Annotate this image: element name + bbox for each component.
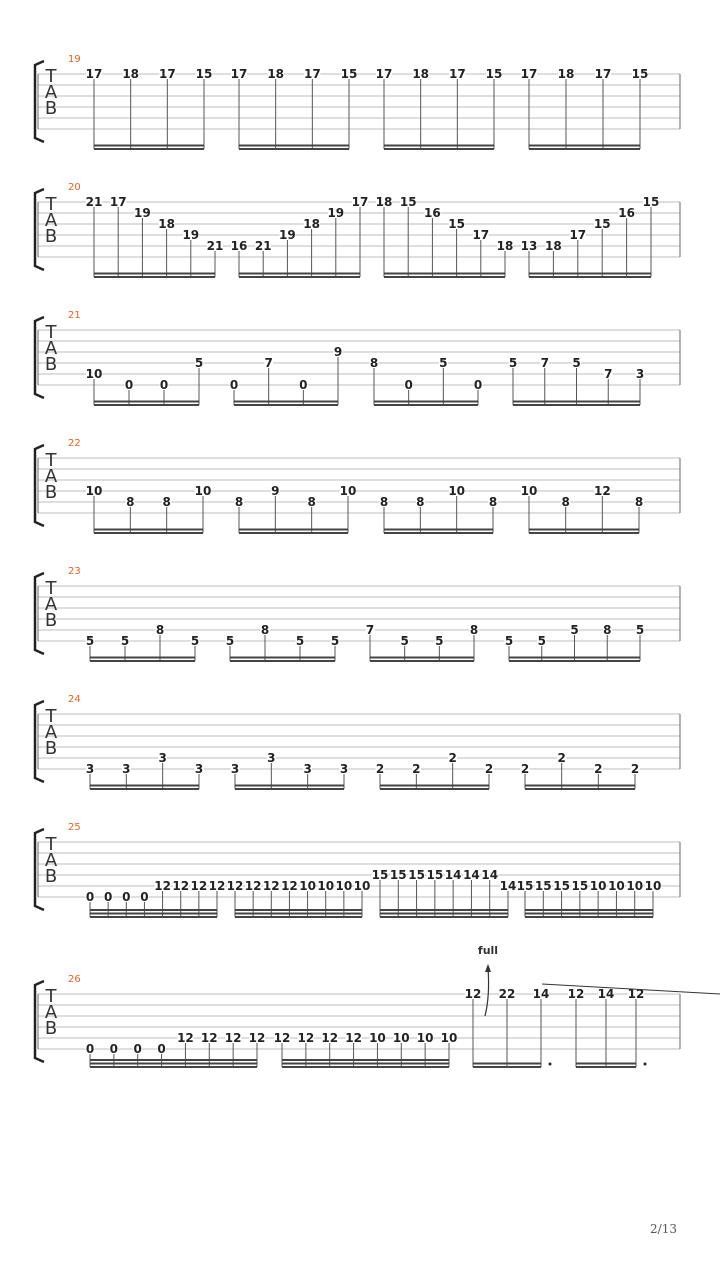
fret-number: 18 xyxy=(122,67,140,81)
fret-number: 2 xyxy=(484,762,494,776)
fret-number: 10 xyxy=(85,367,103,381)
fret-number: 5 xyxy=(439,356,448,370)
fret-number: 17 xyxy=(520,67,538,81)
fret-number: 14 xyxy=(481,868,499,882)
fret-number: 19 xyxy=(134,206,151,220)
fret-number: 5 xyxy=(85,634,95,648)
fret-number: 12 xyxy=(244,879,262,893)
fret-number: 10 xyxy=(194,484,212,498)
fret-number: 18 xyxy=(412,67,430,81)
fret-number: 12 xyxy=(177,1031,194,1045)
fret-number: 15 xyxy=(448,217,465,231)
bend-curve xyxy=(485,968,489,1016)
fret-number: 12 xyxy=(281,879,298,893)
fret-number: 10 xyxy=(608,879,625,893)
tab-system xyxy=(35,54,680,149)
measure-number: 25 xyxy=(68,822,81,833)
fret-number: 17 xyxy=(85,67,103,81)
fret-number: 10 xyxy=(369,1031,386,1045)
tab-clef-letter: T xyxy=(45,322,57,343)
tab-clef-letter: T xyxy=(45,834,57,855)
fret-number: 12 xyxy=(248,1031,266,1045)
fret-number: 12 xyxy=(345,1031,362,1045)
fret-number: 15 xyxy=(340,67,358,81)
fret-number: 15 xyxy=(485,67,503,81)
fret-number: 0 xyxy=(85,890,95,904)
fret-number: 0 xyxy=(299,378,308,392)
dot xyxy=(644,1063,647,1066)
tab-system xyxy=(35,182,680,277)
system-bracket xyxy=(35,317,44,398)
tab-clef-letter: A xyxy=(44,850,58,871)
fret-number: 3 xyxy=(194,762,204,776)
fret-number: 12 xyxy=(273,1031,291,1045)
fret-number: 8 xyxy=(155,623,165,637)
fret-number: 8 xyxy=(488,495,498,509)
fret-number: 0 xyxy=(124,378,134,392)
fret-number: 8 xyxy=(379,495,389,509)
fret-number: 0 xyxy=(133,1042,142,1056)
fret-number: 12 xyxy=(321,1031,339,1045)
system-bracket xyxy=(35,829,44,910)
fret-number: 10 xyxy=(520,484,538,498)
fret-number: 10 xyxy=(440,1031,458,1045)
fret-number: 18 xyxy=(158,217,175,231)
fret-number: 18 xyxy=(496,239,514,253)
fret-number: 12 xyxy=(627,987,645,1001)
tab-clef-letter: B xyxy=(44,354,58,375)
fret-number: 8 xyxy=(634,495,644,509)
fret-number: 10 xyxy=(85,484,103,498)
fret-number: 13 xyxy=(520,239,538,253)
fret-number: 3 xyxy=(267,751,276,765)
fret-number: 10 xyxy=(448,484,466,498)
fret-number: 12 xyxy=(262,879,280,893)
fret-number: 5 xyxy=(225,634,235,648)
fret-number: 12 xyxy=(226,879,244,893)
fret-number: 15 xyxy=(593,217,611,231)
fret-number: 14 xyxy=(444,868,462,882)
fret-number: 0 xyxy=(159,378,169,392)
fret-number: 5 xyxy=(190,634,200,648)
system-bracket xyxy=(35,573,44,654)
fret-number: 17 xyxy=(472,228,490,242)
fret-number: 5 xyxy=(295,634,305,648)
fret-number: 10 xyxy=(335,879,353,893)
fret-number: 2 xyxy=(520,762,530,776)
fret-number: 21 xyxy=(254,239,272,253)
page-number: 2/13 xyxy=(650,1222,677,1236)
dot xyxy=(549,1063,552,1066)
fret-number: 15 xyxy=(631,67,649,81)
fret-number: 0 xyxy=(404,378,413,392)
fret-number: 0 xyxy=(140,890,149,904)
fret-number: 12 xyxy=(172,879,190,893)
fret-number: 2 xyxy=(630,762,640,776)
fret-number: 8 xyxy=(603,623,612,637)
fret-number: 3 xyxy=(339,762,349,776)
fret-number: 15 xyxy=(389,868,407,882)
fret-number: 17 xyxy=(448,67,466,81)
fret-number: 19 xyxy=(182,228,200,242)
fret-number: 12 xyxy=(224,1031,242,1045)
fret-number: 18 xyxy=(557,67,575,81)
fret-number: 18 xyxy=(375,195,393,209)
fret-number: 8 xyxy=(416,495,425,509)
tab-clef-letter: A xyxy=(44,1002,58,1023)
fret-number: 15 xyxy=(371,868,389,882)
fret-number: 19 xyxy=(279,228,296,242)
fret-number: 18 xyxy=(267,67,285,81)
fret-number: 10 xyxy=(644,879,662,893)
fret-number: 12 xyxy=(464,987,482,1001)
fret-number: 14 xyxy=(597,987,615,1001)
fret-number: 16 xyxy=(424,206,441,220)
fret-number: 2 xyxy=(594,762,603,776)
fret-number: 17 xyxy=(375,67,393,81)
tab-clef-letter: B xyxy=(44,482,58,503)
fret-number: 14 xyxy=(532,987,550,1001)
fret-number: 5 xyxy=(435,634,444,648)
fret-number: 8 xyxy=(126,495,135,509)
fret-number: 7 xyxy=(264,356,273,370)
tab-system xyxy=(35,694,680,789)
fret-number: 10 xyxy=(299,879,316,893)
fret-number: 12 xyxy=(297,1031,315,1045)
tab-clef-letter: T xyxy=(45,578,57,599)
fret-number: 5 xyxy=(572,356,581,370)
tab-clef-letter: T xyxy=(45,66,57,87)
fret-number: 3 xyxy=(85,762,95,776)
measure-number: 23 xyxy=(68,566,81,577)
fret-number: 9 xyxy=(271,484,280,498)
fret-number: 17 xyxy=(351,195,369,209)
bend-label: full xyxy=(477,944,499,957)
fret-number: 10 xyxy=(392,1031,410,1045)
fret-number: 10 xyxy=(589,879,607,893)
tab-clef-letter: T xyxy=(45,986,57,1007)
fret-number: 9 xyxy=(333,345,343,359)
fret-number: 17 xyxy=(569,228,587,242)
fret-number: 17 xyxy=(594,67,612,81)
fret-number: 2 xyxy=(375,762,385,776)
fret-number: 5 xyxy=(508,356,518,370)
fret-number: 8 xyxy=(260,623,270,637)
fret-number: 17 xyxy=(230,67,248,81)
fret-number: 15 xyxy=(408,868,425,882)
fret-number: 16 xyxy=(230,239,248,253)
fret-number: 19 xyxy=(327,206,345,220)
tab-system xyxy=(35,944,720,1067)
system-bracket xyxy=(35,445,44,526)
fret-number: 0 xyxy=(109,1042,119,1056)
fret-number: 5 xyxy=(504,634,514,648)
fret-number: 17 xyxy=(109,195,127,209)
fret-number: 8 xyxy=(469,623,479,637)
measure-number: 19 xyxy=(68,54,81,65)
fret-number: 8 xyxy=(561,495,570,509)
fret-number: 3 xyxy=(230,762,240,776)
measure-number: 20 xyxy=(68,182,81,193)
fret-number: 5 xyxy=(120,634,130,648)
tab-clef-letter: B xyxy=(44,738,58,759)
fret-number: 12 xyxy=(190,879,208,893)
fret-number: 15 xyxy=(426,868,444,882)
fret-number: 2 xyxy=(557,751,566,765)
tab-clef-letter: T xyxy=(45,706,57,727)
fret-number: 10 xyxy=(416,1031,434,1045)
fret-number: 7 xyxy=(604,367,613,381)
measure-number: 26 xyxy=(68,974,81,985)
fret-number: 0 xyxy=(473,378,483,392)
fret-number: 15 xyxy=(571,879,589,893)
fret-number: 17 xyxy=(303,67,321,81)
fret-number: 8 xyxy=(162,495,171,509)
fret-number: 15 xyxy=(195,67,213,81)
tab-clef-letter: A xyxy=(44,722,58,743)
fret-number: 15 xyxy=(642,195,660,209)
fret-number: 3 xyxy=(303,762,312,776)
fret-number: 15 xyxy=(534,879,552,893)
measure-number: 21 xyxy=(68,310,81,321)
fret-number: 21 xyxy=(206,239,224,253)
fret-number: 12 xyxy=(200,1031,218,1045)
tab-clef-letter: A xyxy=(44,466,58,487)
fret-number: 12 xyxy=(154,879,171,893)
fret-number: 5 xyxy=(194,356,204,370)
fret-number: 14 xyxy=(463,868,480,882)
fret-number: 17 xyxy=(158,67,176,81)
tab-system xyxy=(35,438,680,533)
measure-number: 22 xyxy=(68,438,81,449)
fret-number: 14 xyxy=(499,879,517,893)
tab-clef-letter: T xyxy=(45,194,57,215)
tab-system xyxy=(35,566,680,661)
fret-number: 12 xyxy=(208,879,226,893)
fret-number: 15 xyxy=(399,195,417,209)
fret-number: 18 xyxy=(303,217,320,231)
tab-clef-letter: B xyxy=(44,1018,58,1039)
fret-number: 5 xyxy=(570,623,579,637)
fret-number: 21 xyxy=(85,195,103,209)
fret-number: 2 xyxy=(448,751,457,765)
fret-number: 5 xyxy=(400,634,409,648)
fret-number: 12 xyxy=(593,484,611,498)
system-bracket xyxy=(35,701,44,782)
tab-system xyxy=(35,310,680,405)
tab-clef-letter: A xyxy=(44,82,58,103)
fret-number: 8 xyxy=(369,356,379,370)
fret-number: 10 xyxy=(339,484,357,498)
tab-clef-letter: T xyxy=(45,450,57,471)
system-bracket xyxy=(35,981,44,1062)
bend-arrow-head xyxy=(485,964,491,972)
system-bracket xyxy=(35,189,44,270)
fret-number: 5 xyxy=(635,623,645,637)
fret-number: 5 xyxy=(537,634,546,648)
tab-clef-letter: B xyxy=(44,610,58,631)
fret-number: 3 xyxy=(635,367,645,381)
fret-number: 10 xyxy=(353,879,371,893)
fret-number: 3 xyxy=(122,762,131,776)
tab-clef-letter: B xyxy=(44,866,58,887)
tab-system xyxy=(35,822,680,917)
tab-clef-letter: A xyxy=(44,338,58,359)
system-bracket xyxy=(35,61,44,142)
fret-number: 8 xyxy=(307,495,316,509)
fret-number: 15 xyxy=(553,879,570,893)
fret-number: 10 xyxy=(317,879,335,893)
fret-number: 7 xyxy=(365,623,375,637)
fret-number: 0 xyxy=(122,890,131,904)
fret-number: 15 xyxy=(516,879,534,893)
fret-number: 18 xyxy=(545,239,562,253)
fret-number: 10 xyxy=(626,879,644,893)
fret-number: 16 xyxy=(618,206,635,220)
fret-number: 0 xyxy=(103,890,113,904)
tab-clef-letter: A xyxy=(44,594,58,615)
tab-clef-letter: B xyxy=(44,226,58,247)
fret-number: 12 xyxy=(567,987,585,1001)
fret-number: 5 xyxy=(330,634,340,648)
fret-number: 0 xyxy=(229,378,239,392)
fret-number: 3 xyxy=(158,751,167,765)
tab-clef-letter: A xyxy=(44,210,58,231)
fret-number: 0 xyxy=(157,1042,166,1056)
tab-clef-letter: B xyxy=(44,98,58,119)
fret-number: 22 xyxy=(498,987,516,1001)
fret-number: 0 xyxy=(85,1042,95,1056)
fret-number: 7 xyxy=(540,356,549,370)
measure-number: 24 xyxy=(68,694,81,705)
fret-number: 8 xyxy=(234,495,244,509)
fret-number: 2 xyxy=(412,762,421,776)
